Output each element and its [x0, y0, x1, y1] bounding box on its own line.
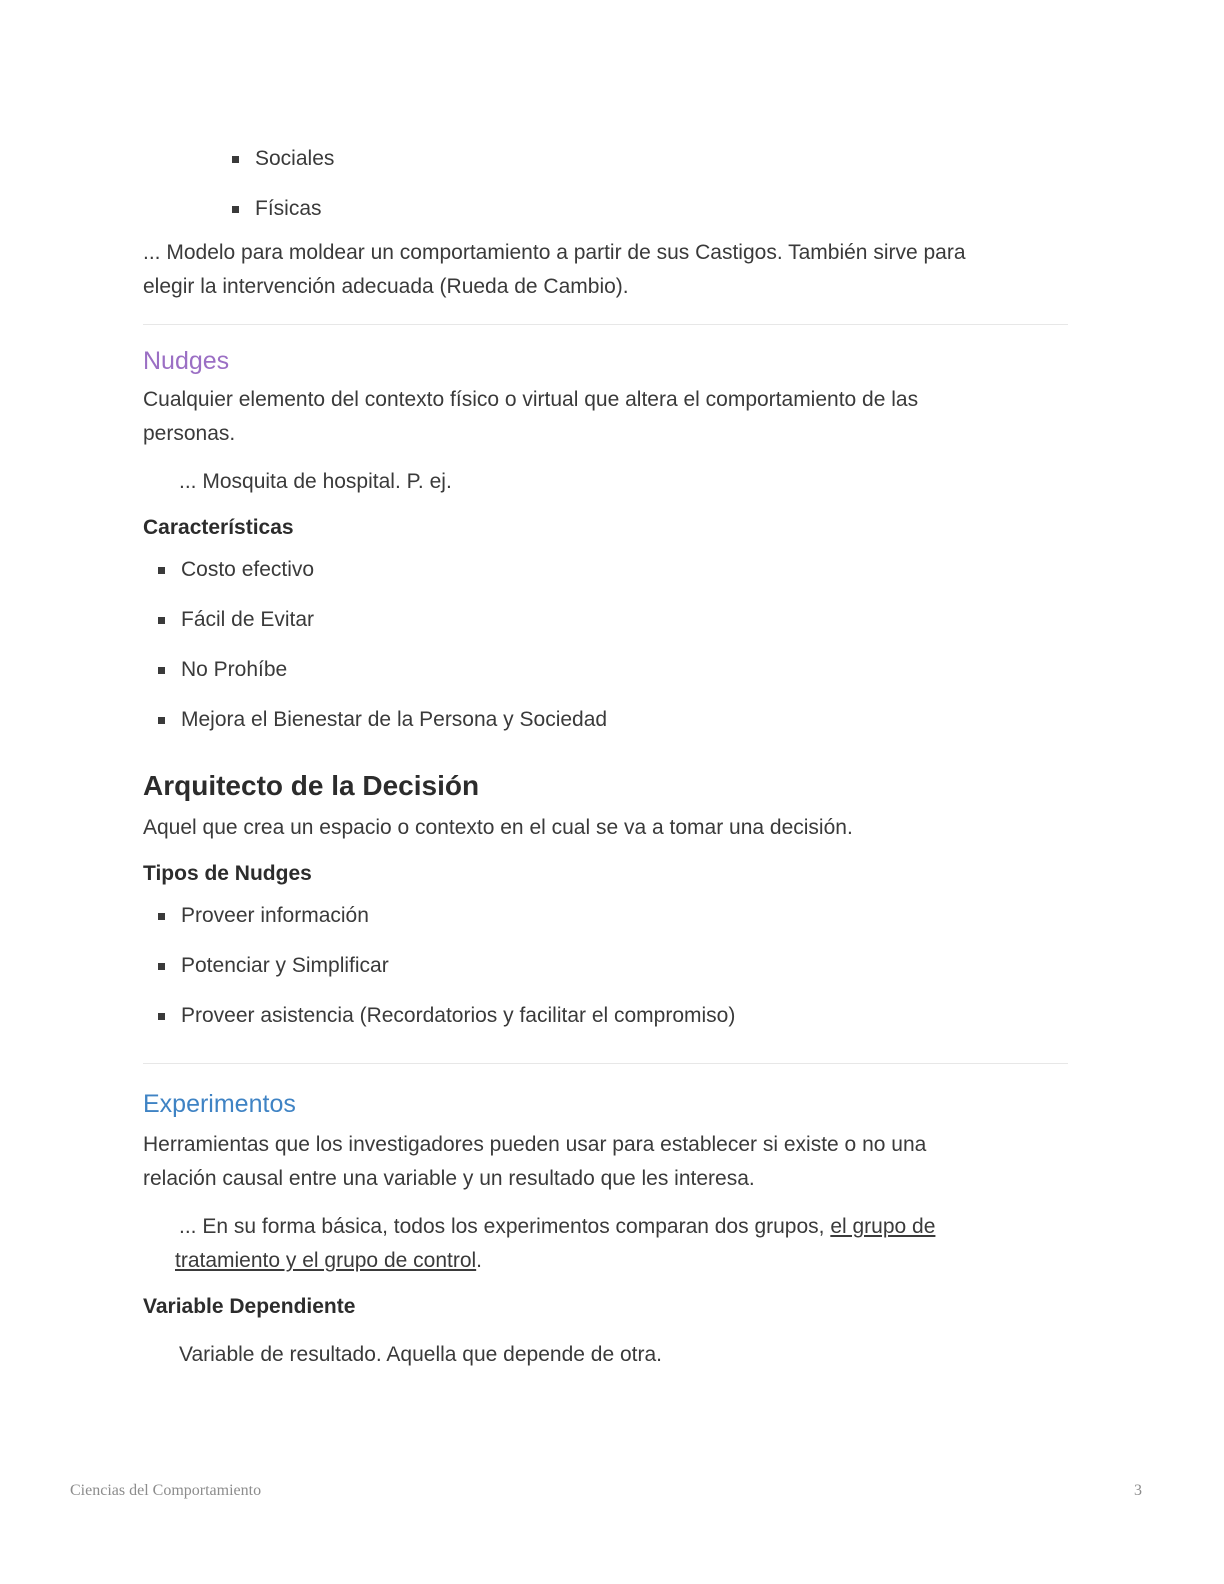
experiments-note-link-1: el grupo de	[830, 1215, 936, 1238]
list-item: Físicas	[143, 184, 1068, 234]
intro-line-1: ... Modelo para moldear un comportamiento a partir de sus Castigos. También sirve para	[143, 241, 966, 264]
experiments-note	[143, 1210, 1068, 1278]
dependent-variable-heading: Variable Dependiente	[143, 1295, 356, 1318]
list-item: Potenciar y Simplificar	[143, 941, 1068, 991]
nudges-heading: Nudges	[143, 347, 230, 375]
architecture-heading: Arquitecto de la Decisión	[143, 770, 480, 801]
section-divider	[143, 324, 1068, 325]
experiments-definition	[143, 1128, 1068, 1196]
list-item: Proveer asistencia (Recordatorios y facilitar el compromiso)	[143, 991, 1068, 1041]
architecture-definition: Aquel que crea un espacio o contexto en el cual se va a tomar una decisión.	[143, 816, 853, 839]
experiments-heading: Experimentos	[143, 1090, 296, 1118]
list-item: Proveer información	[143, 891, 1068, 941]
experiments-def-line-2: relación causal entre una variable y un resultado que les interesa.	[143, 1167, 755, 1190]
nudges-def-line-2: personas.	[143, 422, 236, 445]
top-list	[143, 134, 1068, 234]
experiments-note-link-2: tratamiento y el grupo de control	[175, 1249, 477, 1272]
nudges-definition	[143, 383, 1068, 451]
experiments-note-text: ... En su forma básica, todos los experimentos comparan dos grupos,	[179, 1215, 831, 1238]
section-divider	[143, 1063, 1068, 1064]
types-list	[143, 891, 1068, 1041]
page-number: 3	[1134, 1482, 1142, 1499]
types-heading: Tipos de Nudges	[143, 862, 312, 885]
dependent-variable-definition: Variable de resultado. Aquella que depende de otra.	[179, 1343, 662, 1366]
list-item: Fácil de Evitar	[143, 595, 1068, 645]
nudges-example: ... Mosquita de hospital. P. ej.	[179, 470, 452, 493]
characteristics-list	[143, 545, 1068, 745]
intro-line-2: elegir la intervención adecuada (Rueda de Cambio).	[143, 275, 629, 298]
intro-paragraph	[143, 236, 1068, 304]
experiments-note-end: .	[476, 1249, 483, 1272]
characteristics-heading: Características	[143, 516, 294, 539]
list-item: Costo efectivo	[143, 545, 1068, 595]
list-item: Sociales	[143, 134, 1068, 184]
page-content	[143, 140, 1068, 1372]
nudges-def-line-1: Cualquier elemento del contexto físico o virtual que altera el comportamiento de las	[143, 388, 919, 411]
experiments-def-line-1: Herramientas que los investigadores pueden usar para establecer si existe o no una	[143, 1133, 927, 1156]
list-item: No Prohíbe	[143, 645, 1068, 695]
footer-title: Ciencias del Comportamiento	[70, 1482, 262, 1499]
list-item: Mejora el Bienestar de la Persona y Sociedad	[143, 695, 1068, 745]
